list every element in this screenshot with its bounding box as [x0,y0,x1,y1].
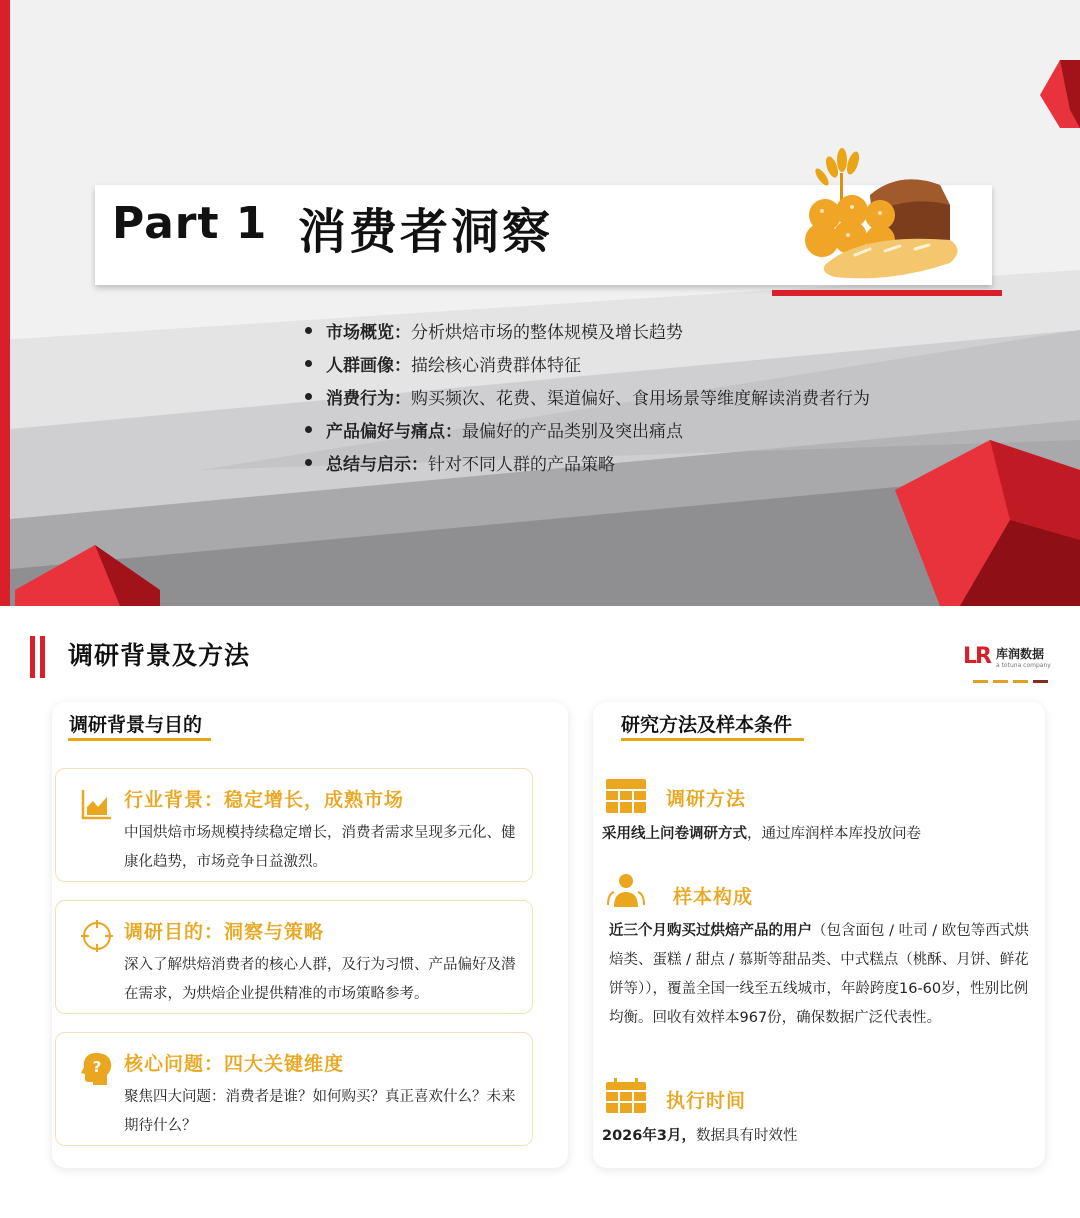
card-title: 行业背景：稳定增长，成熟市场 [124,789,405,811]
part-label: Part 1 [112,198,268,249]
panel-heading-underline [68,738,211,741]
logo-dash [993,680,1008,683]
info-card [55,900,533,1014]
time-title: 执行时间 [666,1090,747,1112]
bread-illustration [800,145,965,285]
method-detail: ，通过库润样本库投放问卷 [747,826,921,842]
card-text: 聚焦四大问题：消费者是谁？如何购买？真正喜欢什么？未来期待什么？ [124,1089,516,1134]
card-title: 核心问题：四大关键维度 [124,1053,345,1075]
card-title: 调研目的：洞察与策略 [124,921,325,943]
chart-icon [80,787,114,821]
title-underline [772,290,1002,296]
logo-dash [1013,680,1028,683]
target-icon [80,919,114,953]
sample-detail: （包含面包 / 吐司 / 欧包等西式烘焙类、蛋糕 / 甜点 / 慕斯等甜品类、中式糕点（桃酥、月饼、鲜花饼等）），覆盖全国一线至五线城市，年龄跨度16-60岁，性别比例均衡。回收有效样本967份，确保数据广泛代表性。 [609,923,1029,1026]
sample-title: 样本构成 [673,886,754,908]
hero-background-shapes [0,0,1080,606]
method-title: 调研方法 [666,788,747,810]
company-logo [963,642,1053,686]
method-bold: 采用线上问卷调研方式 [602,826,747,842]
bullet-text: 针对不同人群的产品策略 [428,455,615,475]
bullet-key: 产品偏好与痛点： [326,422,462,442]
logo-mark: LR [963,644,990,669]
logo-subtitle: a totuna company [996,662,1051,669]
left-red-edge [0,0,10,606]
card-text: 中国烘焙市场规模持续稳定增长，消费者需求呈现多元化、健康化趋势，市场竞争日益激烈。 [124,825,516,870]
logo-dash [973,680,988,683]
bullet-key: 总结与启示： [326,455,428,475]
panel-heading: 调研背景与目的 [69,714,203,736]
bullet-text: 最偏好的产品类别及突出痛点 [462,422,683,442]
bullet-item [300,314,870,347]
section-accent-bar [30,636,35,678]
info-card [55,1032,533,1146]
page-title: 消费者洞察 [298,204,554,260]
bullet-item [300,413,870,446]
bullet-text: 购买频次、花费、渠道偏好、食用场景等维度解读消费者行为 [411,389,870,409]
info-card [55,768,533,882]
method-text [602,820,1032,849]
calendar-icon [605,1078,647,1114]
bullet-key: 市场概览： [326,323,411,343]
table-icon [605,778,647,814]
svg-text:?: ? [92,1058,102,1076]
logo-dash [1033,680,1048,683]
hero-bullet-list [300,314,870,479]
bullet-key: 消费行为： [326,389,411,409]
panel-heading: 研究方法及样本条件 [621,714,793,736]
sample-text [609,917,1037,1033]
logo-name: 库润数据 [996,647,1045,661]
time-bold: 2026年3月， [602,1128,696,1144]
bullet-item [300,380,870,413]
panel-heading-underline [621,738,804,741]
method-sample-panel [593,702,1045,1168]
card-text: 深入了解烘焙消费者的核心人群，及行为习惯、产品偏好及潜在需求，为烘焙企业提供精准的市场策略参考。 [124,957,516,1002]
research-section [0,606,1080,1218]
hero-section [0,0,1080,606]
time-text [602,1122,1032,1151]
time-detail: 数据具有时效性 [695,1128,798,1144]
section-accent-bar [40,636,45,678]
bullet-item [300,347,870,380]
bullet-text: 描绘核心消费群体特征 [411,356,581,376]
question-head-icon [80,1051,114,1085]
section-title: 调研背景及方法 [68,641,251,670]
bullet-key: 人群画像： [326,356,411,376]
sample-bold: 近三个月购买过烘焙产品的用户 [609,923,812,939]
bullet-item [300,446,870,479]
people-icon [605,872,647,908]
bullet-text: 分析烘焙市场的整体规模及增长趋势 [411,323,683,343]
background-purpose-panel [52,702,568,1168]
